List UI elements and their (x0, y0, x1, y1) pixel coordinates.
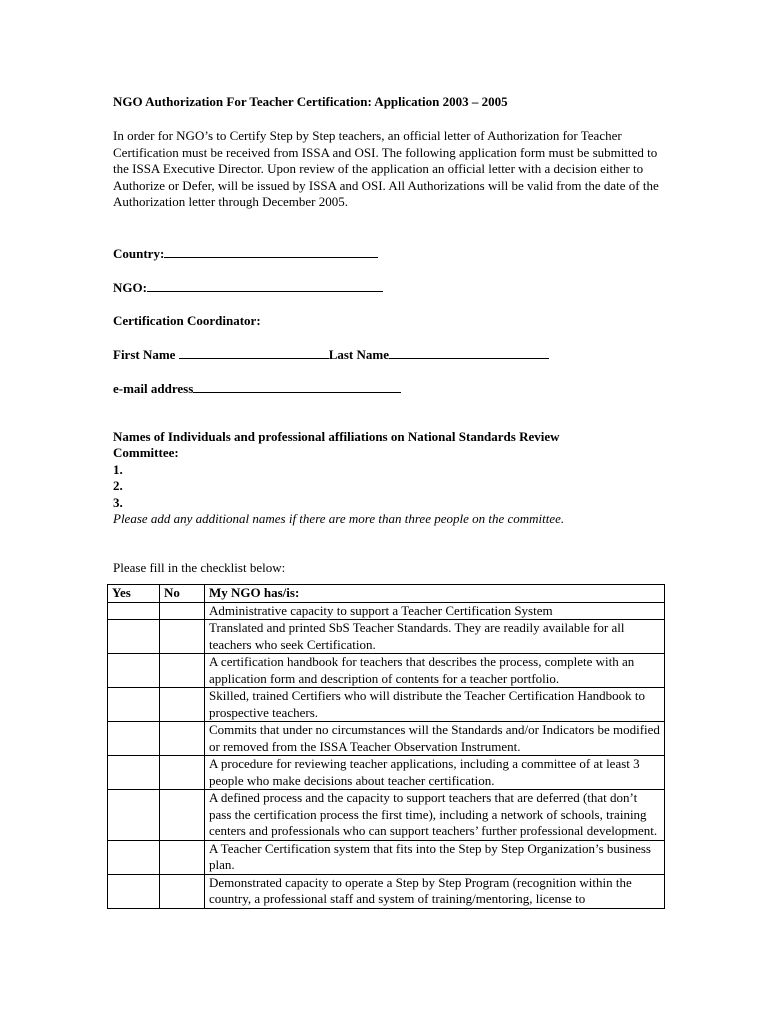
no-checkbox-cell[interactable] (160, 874, 205, 908)
last-name-label: Last Name (328, 346, 389, 362)
yes-checkbox-cell[interactable] (108, 654, 160, 688)
yes-checkbox-cell[interactable] (108, 840, 160, 874)
no-checkbox-cell[interactable] (160, 790, 205, 841)
last-name-blank[interactable] (389, 346, 549, 359)
no-checkbox-cell[interactable] (160, 840, 205, 874)
committee-item-1: 1. (113, 461, 123, 477)
no-checkbox-cell[interactable] (160, 688, 205, 722)
ngo-label: NGO: (113, 279, 147, 295)
checklist-row (108, 790, 665, 841)
checklist-row (108, 620, 665, 654)
no-checkbox-cell[interactable] (160, 756, 205, 790)
no-checkbox-cell[interactable] (160, 654, 205, 688)
first-name-blank[interactable] (179, 346, 329, 359)
email-blank[interactable] (193, 380, 401, 393)
email-field[interactable] (113, 380, 673, 397)
checklist-row (108, 722, 665, 756)
yes-checkbox-cell[interactable] (108, 790, 160, 841)
form-content (113, 94, 673, 576)
document-title: NGO Authorization For Teacher Certification: Application 2003 – 2005 (113, 94, 508, 109)
yes-checkbox-cell[interactable] (108, 688, 160, 722)
checklist-item-text: Demonstrated capacity to operate a Step by Step Program (recognition within the country, a professional staff and system of training/mentoring, license to (205, 874, 665, 908)
checklist-header-row (108, 585, 665, 603)
yes-checkbox-cell[interactable] (108, 874, 160, 908)
checklist-intro: Please fill in the checklist below: (113, 559, 286, 575)
intro-paragraph: In order for NGO’s to Certify Step by Step teachers, an official letter of Authorization for Teacher Certification must be received from ISSA and OSI. The following application form must be submitted to the ISSA Executive Director. Upon review of the application an official letter with a decision either to Authorize or Defer, will be issued by ISSA and OSI. All Authorizations will be valid from the date of the Authorization letter through December 2005. (113, 128, 659, 210)
yes-column-header: Yes (108, 585, 160, 603)
no-checkbox-cell[interactable] (160, 722, 205, 756)
checklist-row (108, 688, 665, 722)
checklist-item-text: Translated and printed SbS Teacher Standards. They are readily available for all teachers who seek Certification. (205, 620, 665, 654)
country-label: Country: (113, 245, 165, 261)
ngo-blank[interactable] (147, 279, 383, 292)
yes-checkbox-cell[interactable] (108, 620, 160, 654)
checklist-item-text: A procedure for reviewing teacher applications, including a committee of at least 3 people who make decisions about teacher certification. (205, 756, 665, 790)
country-field[interactable] (113, 245, 673, 262)
checklist-table (107, 584, 665, 909)
item-column-header: My NGO has/is: (205, 585, 665, 603)
checklist-item-text: A certification handbook for teachers that describes the process, complete with an application form and description of contents for a teacher portfolio. (205, 654, 665, 688)
checklist-row (108, 874, 665, 908)
email-label: e-mail address (113, 380, 194, 396)
ngo-field[interactable] (113, 279, 673, 296)
no-checkbox-cell[interactable] (160, 620, 205, 654)
yes-checkbox-cell[interactable] (108, 602, 160, 620)
yes-checkbox-cell[interactable] (108, 756, 160, 790)
country-blank[interactable] (164, 245, 378, 258)
no-column-header: No (160, 585, 205, 603)
checklist-item-text: A defined process and the capacity to support teachers that are deferred (that don’t pass the certification process the first time), including a network of schools, training centers and professionals who can support teachers’ further professional development. (205, 790, 665, 841)
name-field[interactable] (113, 346, 673, 363)
checklist-row (108, 654, 665, 688)
committee-note: Please add any additional names if there are more than three people on the committee. (113, 511, 565, 527)
checklist-row (108, 602, 665, 620)
checklist-row (108, 756, 665, 790)
yes-checkbox-cell[interactable] (108, 722, 160, 756)
committee-item-2: 2. (113, 478, 123, 494)
committee-item-3: 3. (113, 494, 123, 510)
checklist-item-text: A Teacher Certification system that fits into the Step by Step Organization’s business plan. (205, 840, 665, 874)
checklist-item-text: Skilled, trained Certifiers who will distribute the Teacher Certification Handbook to prospective teachers. (205, 688, 665, 722)
no-checkbox-cell[interactable] (160, 602, 205, 620)
committee-heading: Names of Individuals and professional affiliations on National Standards Review Committee: (113, 428, 560, 461)
checklist-item-text: Commits that under no circumstances will the Standards and/or Indicators be modified or removed from the ISSA Teacher Observation Instrument. (205, 722, 665, 756)
coordinator-heading: Certification Coordinator: (113, 312, 261, 328)
checklist-row (108, 840, 665, 874)
checklist-item-text: Administrative capacity to support a Teacher Certification System (205, 602, 665, 620)
first-name-label: First Name (113, 346, 176, 362)
